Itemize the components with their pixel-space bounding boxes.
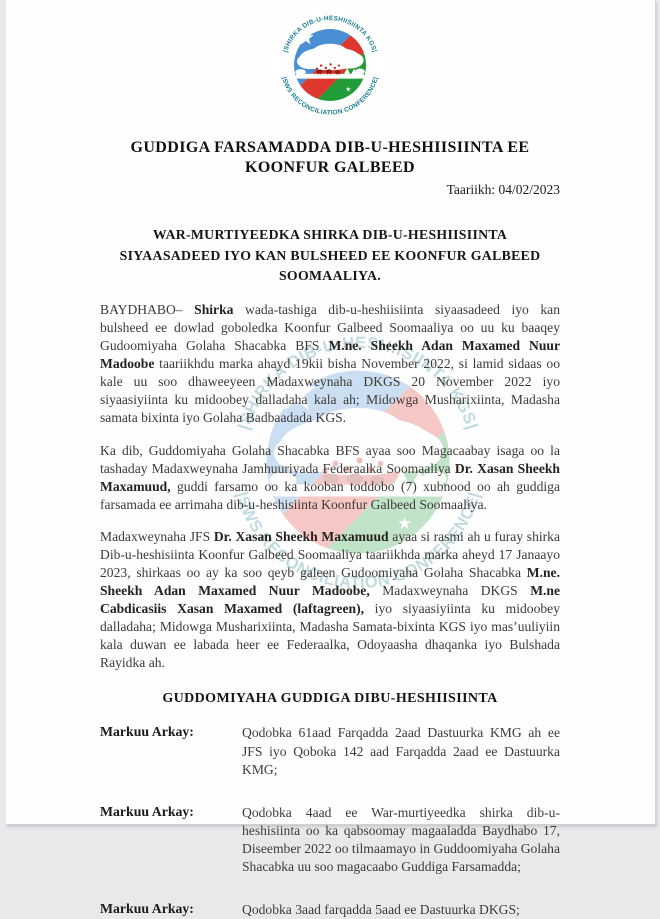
item-label: Markuu Arkay: bbox=[100, 803, 194, 819]
text-segment: iyo siyaasiyiinta ku midoobey dalladaha; Midowga Musharixiinta, Madasha Samata-bixinta KGS iyo mas’uuliyiin kala duwan ee labada heer ee Federaalka, Odoyaasha dhaqanka iyo Bulshada Rayidka ah. bbox=[100, 601, 560, 671]
text-segment: Shirka bbox=[194, 302, 234, 317]
text-segment: Dr. Xasan Sheekh Maxamuud, bbox=[100, 460, 560, 494]
document-title-line2: KOONFUR GALBEED bbox=[244, 159, 415, 177]
paragraph-2 bbox=[100, 442, 560, 514]
item-label: Markuu Arkay: bbox=[100, 724, 194, 740]
text-segment: Dr. Xasan Sheekh Maxamuud bbox=[213, 528, 389, 544]
text-segment: M.ne. Sheekh Adan Maxamed Nuur Madoobe, bbox=[100, 565, 560, 599]
paragraph-3 bbox=[100, 528, 560, 673]
text-segment: Ka dib, Guddomiyaha Golaha Shacabka BFS ayaa soo Magacaabay isaga oo la tashaday Madaxweynaha Jamhuuriyada Federaalka Soomaaliya bbox=[100, 442, 560, 476]
text-segment: BAYDHABO– bbox=[100, 302, 195, 317]
section-heading: GUDDOMIYAHA GUDDIGA DIBU-HESHIISIINTA bbox=[162, 691, 498, 707]
text-segment: Madaxweynaha JFS bbox=[100, 528, 214, 544]
text-segment: M.ne. Sheekh Adan Maxamed Nuur Madoobe bbox=[100, 338, 561, 372]
list-item bbox=[100, 901, 560, 919]
text-segment: Madaxweynaha DKGS bbox=[369, 583, 531, 599]
document-page bbox=[6, 0, 656, 918]
text-segment: guddi farsamo oo ka kooban toddobo (7) xubnood oo ah guddiga farsamada ee arrimaha dib-u-heshisiinta Koonfur Galbeed Soomaaliya. bbox=[100, 478, 560, 512]
date-label: Taariikh: 04/02/2023 bbox=[446, 181, 560, 197]
paragraph-1 bbox=[100, 301, 560, 428]
list-item bbox=[100, 724, 560, 778]
text-segment: wada-tashiga dib-u-heshiisiinta siyaasadeed iyo kan bulsheed ee dowlad goboledka Koonfur Galbeed Soomaaliya oo uu ku baaqey Gudoomiyaha Golaha Shacabka BFS bbox=[100, 302, 561, 354]
sws-emblem-icon bbox=[271, 6, 389, 124]
text-segment: taariikhdu marka ahayd 19kii bisha November 2022, si lamid sidaas oo kale uu soo dhaweeyeen Madaxweynaha DKGS 20 November 2022 iyo siyaasiyiinta ku midoobey dalladaha kala ah; Midowga Musharixiinta, Madasha samata bixinta iyo Golaha Badbaadada KGS. bbox=[100, 356, 560, 426]
text-segment: M.ne Cabdicasiis Xasan Maxamed (laftagreen), bbox=[100, 583, 561, 617]
item-label: Markuu Arkay: bbox=[100, 901, 194, 917]
item-text: Qodobka 4aad ee War-murtiyeedka shirka dib-u-heshisiinta oo ka qabsoomay magaaladda Baydhabo 17, Diseember 2022 oo tilmaamayo in Guddoomiyaha Golaha Shacabka uu soo magacaabo Guddiga Farsamadda; bbox=[242, 804, 560, 874]
document-title bbox=[100, 138, 560, 179]
document-title-line1: GUDDIGA FARSAMADDA DIB-U-HESHIISIINTA EE bbox=[130, 139, 530, 156]
item-text: Qodobka 3aad farqadda 5aad ee Dastuurka DKGS; bbox=[242, 902, 520, 918]
document-content bbox=[6, 0, 655, 919]
organization-logo bbox=[100, 6, 560, 129]
subject-heading: WAR-MURTIYEEDKA SHIRKA DIB-U-HESHIISIINTA SIYAASADEED IYO KAN BULSHEED EE KOONFUR GALBEED SOOMAALIYA. bbox=[119, 226, 541, 284]
item-text: Qodobka 61aad Farqadda 2aad Dastuurka KMG ah ee JFS iyo Qoboka 142 aad Farqadda 2aad ee Dastuurka KMG; bbox=[242, 725, 560, 777]
text-segment: ayaa si rasmi ah u furay shirka Dib-u-heshisiinta Koonfur Galbeed Soomaaliya taariikhda marka aheyd 17 Janaayo 2023, shirkaas oo ay ka soo qeyb galeen Gudoomiyaha Golaha Shacabka bbox=[100, 528, 561, 581]
considerations-list bbox=[100, 724, 560, 919]
